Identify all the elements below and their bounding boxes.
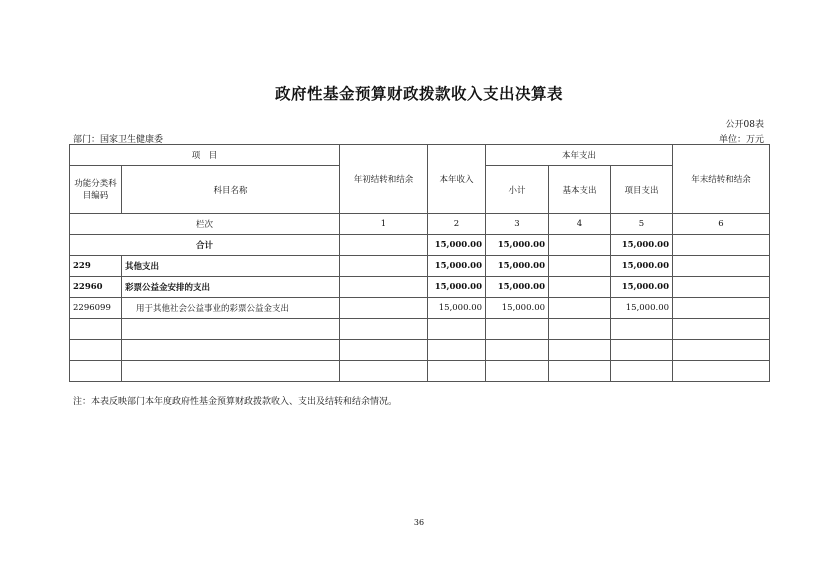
total-end [673,235,770,256]
row-project: 15,000.00 [611,277,673,298]
row-subtotal: 15,000.00 [486,256,549,277]
row-income: 15,000.00 [428,298,486,319]
column-index-4: 4 [549,214,611,235]
total-begin [340,235,428,256]
row-basic [549,277,611,298]
total-income: 15,000.00 [428,235,486,256]
column-index-6: 6 [673,214,770,235]
row-income: 15,000.00 [428,256,486,277]
row-name: 彩票公益金安排的支出 [122,277,340,298]
total-row [70,235,770,256]
row-begin [340,298,428,319]
column-index-1: 1 [340,214,428,235]
column-index-3: 3 [486,214,549,235]
row-code: 2296099 [70,298,122,319]
header-project: 项目支出 [611,166,673,214]
row-begin [340,277,428,298]
total-label: 合计 [70,235,340,256]
empty-row [70,340,770,361]
page-title: 政府性基金预算财政拨款收入支出决算表 [274,85,563,103]
total-project: 15,000.00 [611,235,673,256]
header-subtotal: 小计 [486,166,549,214]
row-project: 15,000.00 [611,256,673,277]
unit-label: 单位：万元 [718,135,764,145]
budget-table [69,144,770,382]
empty-row [70,361,770,382]
table-note: 注：本表反映部门本年度政府性基金预算财政拨款收入、支出及结转和结余情况。 [73,397,398,407]
table-row [70,298,770,319]
header-item: 项 目 [70,145,340,166]
row-end [673,298,770,319]
row-income: 15,000.00 [428,277,486,298]
row-project: 15,000.00 [611,298,673,319]
header-end-balance: 年末结转和结余 [673,145,770,214]
table-row [70,277,770,298]
row-code: 22960 [70,277,122,298]
table-row [70,256,770,277]
header-income: 本年收入 [428,145,486,214]
row-name: 用于其他社会公益事业的彩票公益金支出 [122,298,340,319]
empty-row [70,319,770,340]
header-subject-name: 科目名称 [122,166,340,214]
row-name: 其他支出 [122,256,340,277]
header-begin-balance: 年初结转和结余 [340,145,428,214]
header-expense: 本年支出 [486,145,673,166]
row-end [673,256,770,277]
total-subtotal: 15,000.00 [486,235,549,256]
row-end [673,277,770,298]
column-index-row [70,214,770,235]
form-number: 公开08表 [725,120,764,130]
row-begin [340,256,428,277]
row-subtotal: 15,000.00 [486,298,549,319]
column-index-label: 栏次 [70,214,340,235]
column-index-5: 5 [611,214,673,235]
column-index-2: 2 [428,214,486,235]
row-basic [549,298,611,319]
header-basic: 基本支出 [549,166,611,214]
row-code: 229 [70,256,122,277]
page-number: 36 [413,518,425,527]
department-label: 部门：国家卫生健康委 [73,135,164,145]
header-func-code: 功能分类科目编码 [70,166,122,214]
total-basic [549,235,611,256]
row-basic [549,256,611,277]
row-subtotal: 15,000.00 [486,277,549,298]
